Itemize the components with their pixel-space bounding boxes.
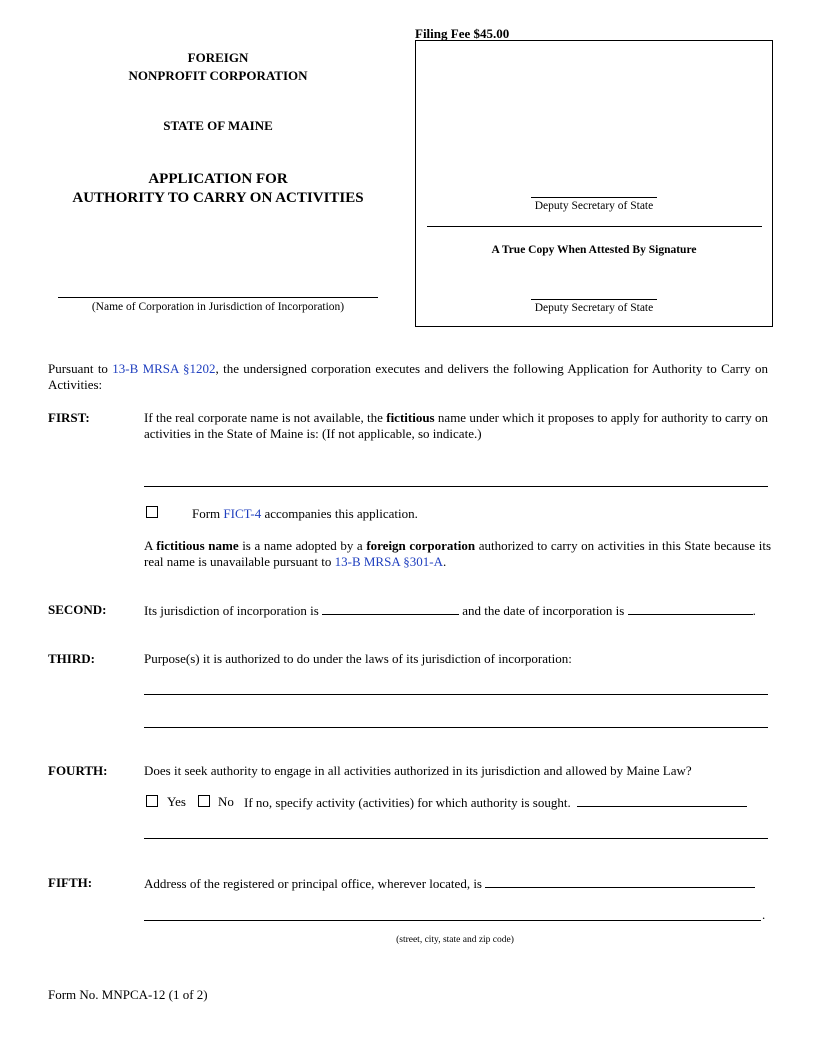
- address-line-end: .: [762, 907, 766, 922]
- activity-blank[interactable]: [577, 794, 747, 807]
- specify-activity-text: [244, 794, 747, 811]
- fifth-label: FIFTH:: [48, 875, 93, 890]
- second-text-end: .: [752, 603, 756, 618]
- address-line[interactable]: [144, 920, 761, 921]
- form-heading: [58, 49, 378, 85]
- yes-checkbox[interactable]: [146, 795, 158, 807]
- no-label: No: [218, 794, 234, 809]
- def-bold-fictitious: fictitious name: [156, 538, 239, 553]
- statute-link-301a[interactable]: 13-B MRSA §301-A: [334, 554, 443, 569]
- title-line-2: AUTHORITY TO CARRY ON ACTIVITIES: [72, 190, 364, 206]
- title-line-1: APPLICATION FOR: [148, 171, 288, 187]
- fifth-text: [144, 875, 755, 892]
- first-label: FIRST:: [48, 410, 90, 425]
- fictitious-definition: [144, 538, 771, 570]
- second-text: [144, 602, 756, 619]
- corporation-name-line[interactable]: [58, 297, 378, 298]
- fict4-post: accompanies this application.: [261, 506, 418, 521]
- filing-box: [415, 40, 773, 327]
- second-label: SECOND:: [48, 602, 107, 617]
- fict4-link[interactable]: FICT-4: [223, 506, 262, 521]
- no-checkbox[interactable]: [198, 795, 210, 807]
- fict4-text: [192, 506, 418, 522]
- statute-link-1202[interactable]: 13-B MRSA §1202: [112, 361, 216, 376]
- fict4-checkbox[interactable]: [146, 506, 158, 518]
- fourth-text: Does it seek authority to engage in all activities authorized in its jurisdiction and allowed by Maine Law?: [144, 763, 692, 778]
- heading-state: STATE OF MAINE: [163, 118, 273, 133]
- intro-paragraph: [48, 361, 768, 393]
- deputy-caption-1: Deputy Secretary of State: [534, 200, 654, 212]
- activity-line[interactable]: [144, 838, 768, 839]
- fifth-text-a: Address of the registered or principal office, wherever located, is: [144, 876, 486, 891]
- intro-pre: Pursuant to: [48, 361, 113, 376]
- second-text-a: Its jurisdiction of incorporation is: [144, 603, 323, 618]
- form-number: Form No. MNPCA-12 (1 of 2): [48, 987, 208, 1002]
- def-c: authorized to carry on activities in this State because its real name is unavailable pursuant to: [144, 538, 772, 569]
- jurisdiction-blank[interactable]: [322, 602, 459, 615]
- second-text-b: and the date of incorporation is: [459, 603, 628, 618]
- heading-nonprofit: NONPROFIT CORPORATION: [128, 68, 308, 83]
- def-b: is a name adopted by a: [238, 538, 367, 553]
- first-text: [144, 410, 768, 442]
- fictitious-name-line[interactable]: [144, 486, 768, 487]
- corporation-name-caption: (Name of Corporation in Jurisdiction of Incorporation): [91, 301, 345, 313]
- intro-post: , the undersigned corporation executes and delivers the following Application for Authority to Carry on Activities:: [48, 361, 768, 392]
- purpose-line-1[interactable]: [144, 694, 768, 695]
- deputy-signature-line-2[interactable]: [531, 299, 657, 300]
- purpose-line-2[interactable]: [144, 727, 768, 728]
- address-caption: (street, city, state and zip code): [396, 935, 514, 945]
- def-bold-foreign: foreign corporation: [366, 538, 476, 553]
- third-text: Purpose(s) it is authorized to do under the laws of its jurisdiction of incorporation:: [144, 651, 572, 666]
- first-text-a: If the real corporate name is not available, the: [144, 410, 387, 425]
- heading-foreign: FOREIGN: [187, 50, 249, 65]
- first-text-b: name under which it proposes to apply for authority to carry on activities in the State of Maine is: (If not applicable, so indicate.): [144, 410, 769, 441]
- office-address-blank[interactable]: [485, 875, 755, 888]
- yes-label: Yes: [167, 794, 186, 809]
- def-end: .: [442, 554, 447, 569]
- first-text-bold: fictitious: [386, 410, 435, 425]
- deputy-signature-line-1[interactable]: [531, 197, 657, 198]
- filing-fee: Filing Fee $45.00: [415, 26, 510, 41]
- incorporation-date-blank[interactable]: [628, 602, 753, 615]
- fict4-pre: Form: [192, 506, 224, 521]
- fourth-label: FOURTH:: [48, 763, 108, 778]
- third-label: THIRD:: [48, 651, 95, 666]
- def-a: A: [144, 538, 157, 553]
- specify-text: If no, specify activity (activities) for which authority is sought.: [244, 795, 571, 810]
- deputy-caption-2: Deputy Secretary of State: [534, 302, 654, 314]
- filing-box-divider: [427, 226, 762, 227]
- true-copy-text: A True Copy When Attested By Signature: [491, 244, 697, 256]
- document-title: [40, 170, 396, 208]
